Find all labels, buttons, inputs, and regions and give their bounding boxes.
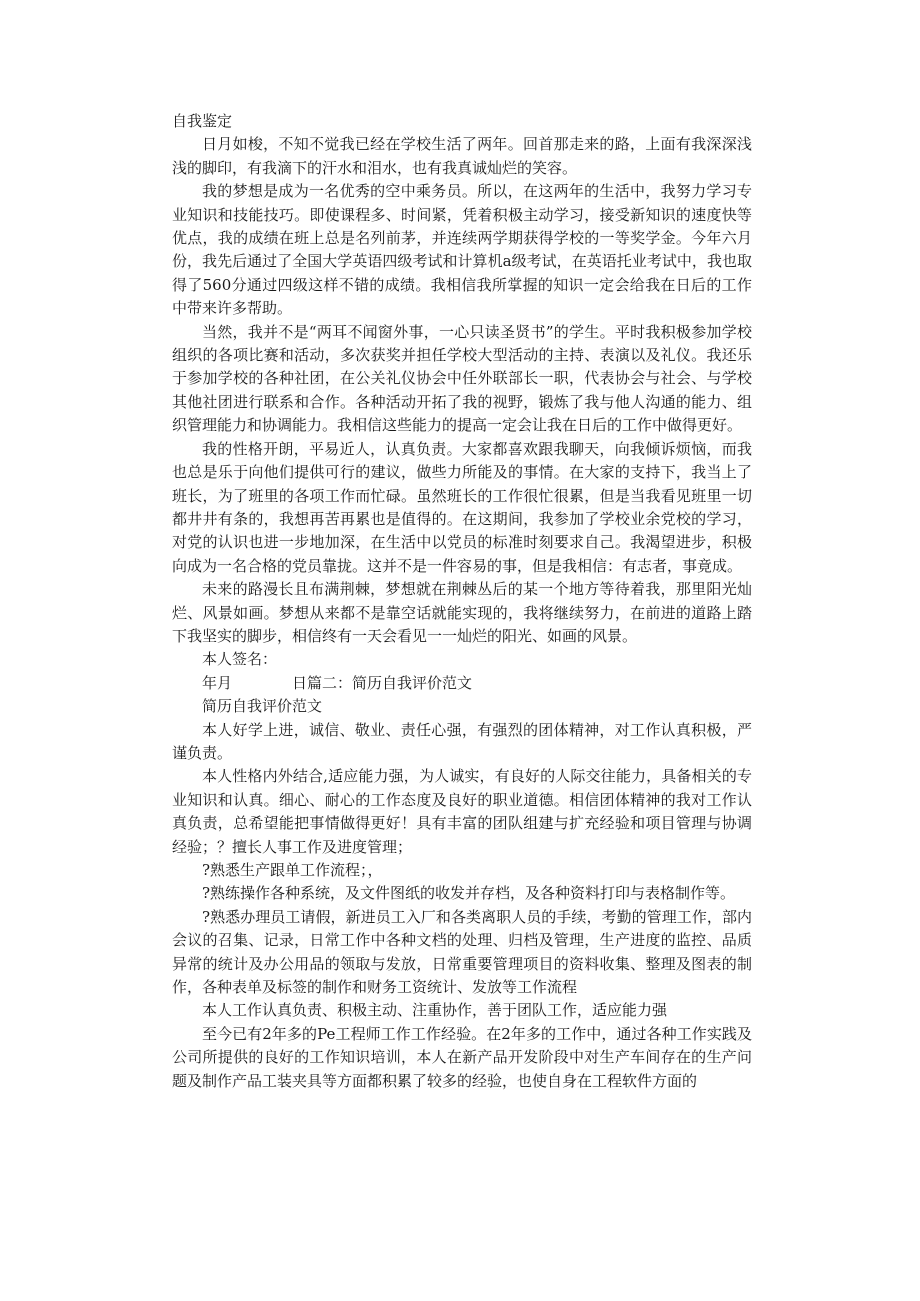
paragraph: 本人工作认真负责、积极主动、注重协作，善于团队工作，适应能力强 bbox=[202, 1001, 668, 1020]
date-line-left: 年月 bbox=[202, 673, 233, 692]
date-line bbox=[172, 672, 752, 695]
document-page bbox=[172, 110, 752, 1093]
signature-line: 本人签名： bbox=[202, 650, 278, 669]
document-title: 自我鉴定 bbox=[172, 112, 233, 130]
paragraph: 当然，我并不是“两耳不闻窗外事，一心只读圣贤书”的学生。平时我积极参加学校组织的各项比赛和活动，多次获奖并担任学校大型活动的主持、表演以及礼仪。我还乐于参加学校的各种社团，在公关礼仪协会中任外联部长一职，代表协会与社会、与学校其他社团进行联系和合作。各种活动开拓了我的视野，锻炼了我与他人沟通的能力、组织管理能力和协调能力。我相信这些能力的提高一定会让我在日后的工作中做得更好。 bbox=[172, 322, 752, 435]
date-line-right: 日篇二：简历自我评价范文 bbox=[292, 673, 473, 692]
paragraph: ?熟悉生产跟单工作流程；， bbox=[202, 861, 383, 879]
paragraph: ?熟练操作各种系统，及文件图纸的收发并存档，及各种资料打印与表格制作等。 bbox=[202, 884, 736, 903]
section2-title: 简历自我评价范文 bbox=[202, 697, 323, 716]
paragraph: 未来的路漫长且布满荆棘，梦想就在荆棘丛后的某一个地方等待着我，那里阳光灿烂、风景如画。梦想从来都不是靠空话就能实现的，我将继续努力，在前进的道路上踏下我坚实的脚步，相信终有一天会看见一一灿烂的阳光、如画的风景。 bbox=[172, 580, 752, 645]
paragraph: 日月如梭，不知不觉我已经在学校生活了两年。回首那走来的路，上面有我深深浅浅的脚印，有我滴下的汗水和泪水，也有我真诚灿烂的笑容。 bbox=[172, 135, 752, 177]
paragraph: 本人性格内外结合,适应能力强，为人诚实，有良好的人际交往能力，具备相关的专业知识和认真。细心、耐心的工作态度及良好的职业道德。相信团体精神的我对工作认真负责，总希望能把事情做得更好！具有丰富的团队组建与扩充经验和项目管理与协调经验；？擅长人事工作及进度管理； bbox=[172, 767, 752, 856]
paragraph: 我的梦想是成为一名优秀的空中乘务员。所以，在这两年的生活中，我努力学习专业知识和技能技巧。即使课程多、时间紧，凭着积极主动学习，接受新知识的速度快等优点，我的成绩在班上总是名列前茅，并连续两学期获得学校的一等奖学金。今年六月份，我先后通过了全国大学英语四级考试和计算机a级考试，在英语托业考试中，我也取得了560分通过四级这样不错的成绩。我相信我所掌握的知识一定会给我在日后的工作中带来许多帮助。 bbox=[172, 182, 752, 318]
paragraph: 至今已有2年多的Pe工程师工作工作经验。在2年多的工作中，通过各种工作实践及公司所提供的良好的工作知识培训，本人在新产品开发阶段中对生产车间存在的生产问题及制作产品工装夹具等方面都积累了较多的经验，也使自身在工程软件方面的 bbox=[172, 1024, 752, 1090]
paragraph: ?熟悉办理员工请假，新进员工入厂和各类离职人员的手续，考勤的管理工作，部内会议的召集、记录，日常工作中各种文档的处理、归档及管理，生产进度的监控、品质异常的统计及办公用品的领取与发放，日常重要管理项目的资料收集、整理及图表的制作，各种表单及标签的制作和财务工资统计、发放等工作流程 bbox=[172, 907, 752, 997]
paragraph: 本人好学上进，诚信、敬业、责任心强，有强烈的团体精神，对工作认真积极，严谨负责。 bbox=[172, 720, 752, 762]
paragraph: 我的性格开朗，平易近人，认真负责。大家都喜欢跟我聊天，向我倾诉烦恼，而我也总是乐于向他们提供可行的建议，做些力所能及的事情。在大家的支持下，我当上了班长，为了班里的各项工作而忙碌。虽然班长的工作很忙很累，但是当我看见班里一切都井井有条的，我想再苦再累也是值得的。在这期间，我参加了学校业余党校的学习，对党的认识也进一步地加深，在生活中以党员的标准时刻要求自己。我渴望进步，积极向成为一名合格的党员靠拢。这并不是一件容易的事，但是我相信：有志者，事竟成。 bbox=[172, 439, 752, 575]
